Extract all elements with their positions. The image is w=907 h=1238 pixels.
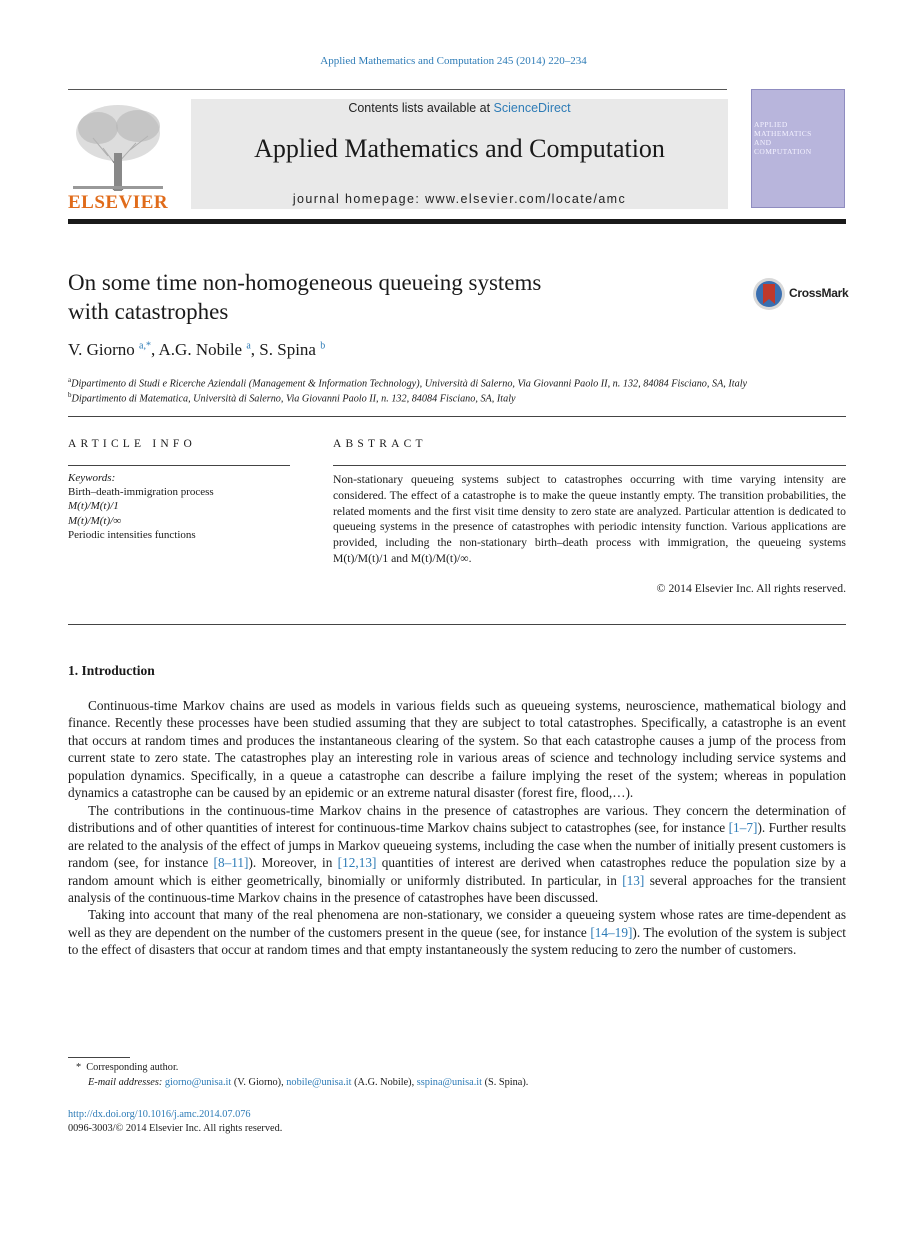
paragraph-text: ). Moreover, in xyxy=(248,855,338,871)
article-title xyxy=(68,268,688,326)
email-owner: (S. Spina). xyxy=(484,1077,529,1088)
contents-line xyxy=(191,101,728,115)
cover-line: AND xyxy=(754,138,772,147)
keyword: Birth–death-immigration process xyxy=(68,486,214,498)
email-addresses-note xyxy=(88,1077,528,1088)
reference-link[interactable]: [14–19] xyxy=(590,924,633,940)
abstract-heading: ABSTRACT xyxy=(333,438,427,450)
journal-cover-text xyxy=(754,120,842,156)
email-owner: (A.G. Nobile), xyxy=(354,1077,415,1088)
paragraph-text: ). Further results are related to the analysis of the effect of jumps in Markov queueing systems, including the case when the number of initially present customers is random (see, for instance xyxy=(68,820,847,871)
affiliation-text: Dipartimento di Matematica, Università di Salerno, Via Giovanni Paolo II, n. 132, 84084 Fisciano, SA, Italy xyxy=(71,393,516,405)
keyword: Periodic intensities functions xyxy=(68,529,196,541)
author-affil-mark[interactable]: a,* xyxy=(139,340,151,352)
keywords-label: Keywords: xyxy=(68,472,116,484)
author-name: A.G. Nobile xyxy=(158,340,243,359)
crossmark-label[interactable]: CrossMark xyxy=(789,286,849,300)
footnote-mark: * xyxy=(76,1062,87,1073)
section-divider xyxy=(68,416,846,417)
email-link[interactable]: sspina@unisa.it xyxy=(416,1077,483,1088)
paragraph-text: Taking into account that many of the real phenomena are non-stationary, we consider a queueing system whose rates are time-dependent as well as they are dependent on the number of the customers present in the queue (see, for instance xyxy=(68,907,846,940)
email-link[interactable]: giorno@unisa.it xyxy=(164,1077,232,1088)
abstract-text: Non-stationary queueing systems subject to catastrophes occurring with time varying intensity are considered. The effect of a catastrophe is to make the queue instantly empty. The transition probabilities, the related moments and the first visit time density to zero state are analyzed. Particular attention is dedicated to queueing systems in the presence of catastrophes with periodic intensity function. Various applications are provided, including the non-stationary birth–death process with immigration, the queueing systems M(t)/M(t)/1 and M(t)/M(t)/∞. xyxy=(333,473,846,565)
affiliation-b xyxy=(68,388,848,406)
cover-line: MATHEMATICS xyxy=(754,129,812,138)
abstract-rule xyxy=(333,465,846,466)
sciencedirect-link[interactable]: ScienceDirect xyxy=(493,101,571,115)
paragraph xyxy=(68,802,846,907)
author-affil-mark[interactable]: b xyxy=(320,340,326,352)
header-top-rule xyxy=(68,89,727,90)
article-info-heading: ARTICLE INFO xyxy=(68,438,196,450)
contents-prefix: Contents lists available at xyxy=(348,101,494,115)
title-line: On some time non-homogeneous queueing systems xyxy=(68,270,542,295)
abstract-copyright: © 2014 Elsevier Inc. All rights reserved. xyxy=(656,582,846,595)
reference-link[interactable]: [12,13] xyxy=(337,855,377,871)
issn-copyright: 0096-3003/© 2014 Elsevier Inc. All rights reserved. xyxy=(68,1123,283,1134)
email-link[interactable]: nobile@unisa.it xyxy=(286,1077,352,1088)
footnote-text: Corresponding author. xyxy=(86,1062,179,1073)
journal-citation[interactable]: Applied Mathematics and Computation 245 (2014) 220–234 xyxy=(320,55,587,67)
corresponding-author-note xyxy=(76,1062,178,1073)
reference-link[interactable]: [13] xyxy=(622,872,645,888)
paragraph-text: quantities of interest are derived when catastrophes reduce the population size by a random amount which is either geometrically, binomially or uniformly distributed. In particular, in xyxy=(68,855,846,888)
crossmark-icon[interactable] xyxy=(752,277,786,311)
cover-line: COMPUTATION xyxy=(754,147,812,156)
publisher-wordmark: ELSEVIER xyxy=(68,192,169,213)
keyword: M(t)/M(t)/1 xyxy=(68,500,119,512)
section-heading: 1. Introduction xyxy=(68,663,155,678)
journal-title: Applied Mathematics and Computation xyxy=(254,134,665,163)
title-line: with catastrophes xyxy=(68,299,229,324)
cover-line: APPLIED xyxy=(754,120,788,129)
author-name: V. Giorno xyxy=(68,340,135,359)
journal-homepage[interactable]: journal homepage: www.elsevier.com/locate/amc xyxy=(292,192,627,206)
paragraph-text: several approaches for the transient analysis of the continuous-time Markov chains in the presence of catastrophes have been discussed. xyxy=(68,872,846,905)
doi-link[interactable]: http://dx.doi.org/10.1016/j.amc.2014.07.076 xyxy=(68,1109,251,1120)
email-label: E-mail addresses: xyxy=(88,1077,163,1088)
email-owner: (V. Giorno), xyxy=(233,1077,284,1088)
keyword: M(t)/M(t)/∞ xyxy=(68,515,122,527)
header-thick-rule xyxy=(68,219,846,224)
article-info-rule xyxy=(68,465,290,466)
paragraph: Continuous-time Markov chains are used as models in various fields such as queueing systems, neuroscience, mathematical biology and finance. Recently these processes have been studied assuming that they are subject to total catastrophes. Specifically, a catastrophe is an event that occurs at random times and produces the instantaneous clearing of the system. So that each catastrophe causes a jump of the process from current state to zero state. The catastrophes play an interesting role in various areas of science and technology including service systems and population dynamics. Specifically, in a queue a catastrophe can describe a failure implying the reset of the system; whereas in population dynamics a catastrophe can be caused by an epidemic or an extreme natural disaster (forest fire, flood,…). xyxy=(68,698,846,801)
paragraph-text: The contributions in the continuous-time Markov chains in the presence of catastrophes are various. They concern the determination of distributions and of other quantities of interest for continuous-time Markov chains subject to catastrophes (see, for instance xyxy=(68,802,846,836)
section-divider xyxy=(68,624,846,625)
paragraph-text: ). The evolution of the system is subject to the effect of disasters that occur at random times and that empty instantaneously the system reducing to zero the number of customers. xyxy=(68,924,846,958)
author-list: V. Giorno $^{a,*}$, A.G. Nobile $^a$, S. Spina $^b$ xyxy=(68,340,326,359)
introduction-body xyxy=(68,697,846,959)
author-name: S. Spina xyxy=(259,340,316,359)
author-affil-mark[interactable]: a xyxy=(246,340,251,352)
reference-link[interactable]: [1–7] xyxy=(728,820,758,836)
paragraph xyxy=(68,906,846,958)
footnote-rule xyxy=(68,1057,130,1058)
reference-link[interactable]: [8–11] xyxy=(213,855,249,871)
affiliation-mark: a xyxy=(68,376,72,384)
affiliation-mark: b xyxy=(68,391,72,399)
affiliation-text: Dipartimento di Studi e Ricerche Aziendali (Management & Information Technology), Università di Salerno, Via Giovanni Paolo II, n. 132, 84084 Fisciano, SA, Italy xyxy=(71,378,748,390)
